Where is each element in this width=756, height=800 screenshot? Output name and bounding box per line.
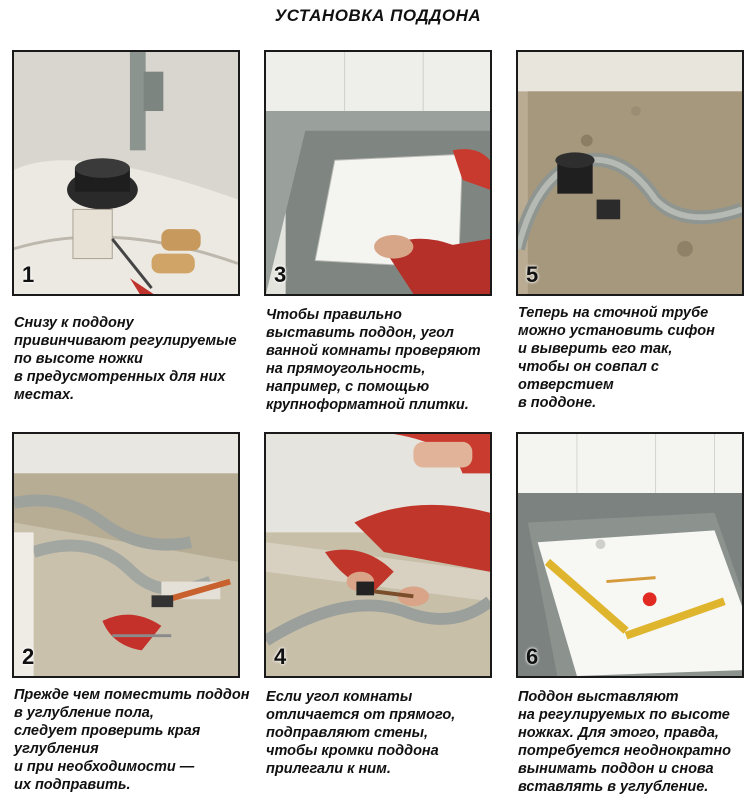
page-title: УСТАНОВКА ПОДДОНА <box>274 6 482 25</box>
step-number: 5 <box>526 262 539 287</box>
caption-step-1: Снизу к поддону привинчивают регулируемые по высоте ножки в предусмотренных для них местах. <box>14 315 237 403</box>
caption-step-5: Теперь на сточной трубе можно установить сифон и выверить его так, чтобы он совпал с отверстием в поддоне. <box>518 305 715 411</box>
photo-step-3 <box>264 50 492 296</box>
step-number: 2 <box>22 644 35 669</box>
caption-step-3: Чтобы правильно выставить поддон, угол ванной комнаты проверяют на прямоугольность, например, с помощью крупноформатной плитки. <box>266 307 481 413</box>
caption-step-6: Поддон выставляют на регулируемых по высоте ножках. Для этого, правда, потребуется неоднократно вынимать поддон и снова вставлять в углубление. <box>518 689 731 795</box>
caption-step-4: Если угол комнаты отличается от прямого, подправляют стены, чтобы кромки поддона прилегали к ним. <box>266 689 456 777</box>
caption-step-2: Прежде чем поместить поддон в углубление пола, следует проверить края углубления и при необходимости — их подправить. <box>14 687 250 793</box>
step-number: 6 <box>526 644 539 669</box>
step-number: 1 <box>22 262 35 287</box>
photo-step-5 <box>516 50 744 296</box>
photo-step-2 <box>12 432 240 678</box>
step-number: 4 <box>274 644 287 669</box>
photo-step-1 <box>12 50 240 296</box>
step-number: 3 <box>274 262 287 287</box>
photo-step-6 <box>516 432 744 678</box>
photo-step-4 <box>264 432 492 678</box>
